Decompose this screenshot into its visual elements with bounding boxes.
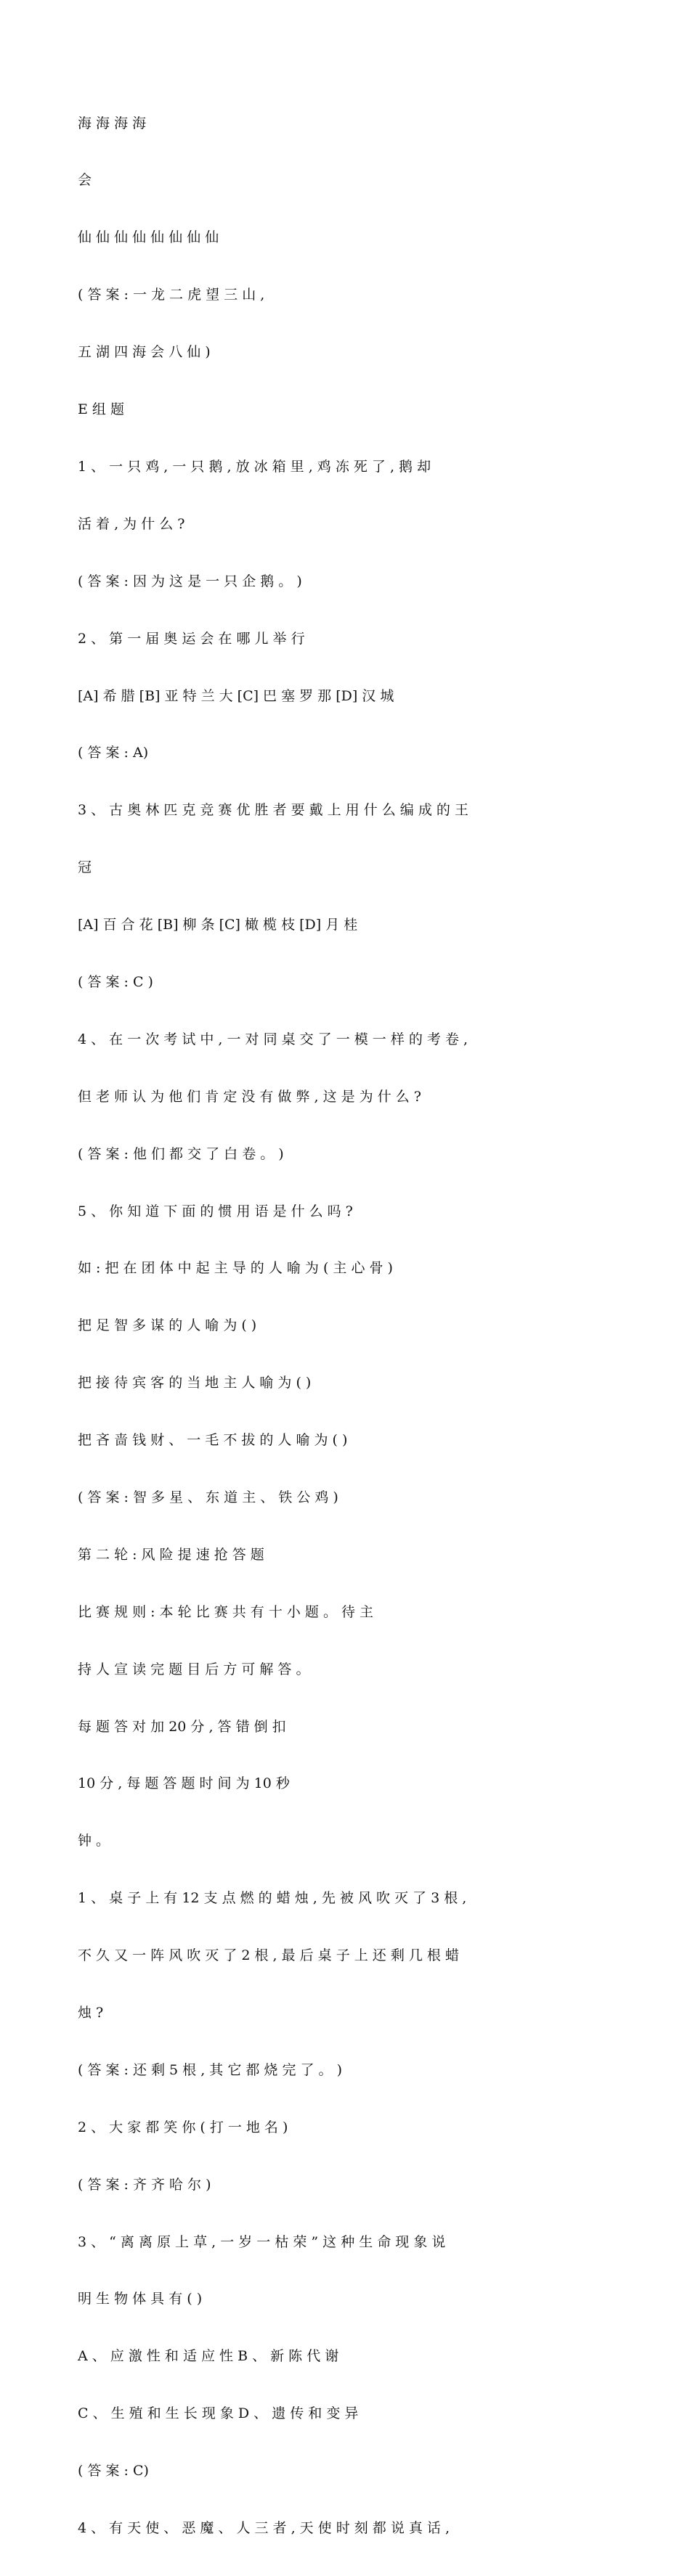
- text-line: 把 足 智 多 谋 的 人 喻 为 ( ): [78, 1317, 257, 1334]
- answer-line: ( 答 案 : 因 为 这 是 一 只 企 鹅 。 ): [78, 573, 302, 589]
- question-line: 4 、 有 天 使 、 恶 魔 、 人 三 者 , 天 使 时 刻 都 说 真 话 ,: [78, 2520, 450, 2536]
- question-line: 5 、 你 知 道 下 面 的 惯 用 语 是 什 么 吗 ?: [78, 1203, 353, 1219]
- question-line: 1 、 桌 子 上 有 12 支 点 燃 的 蜡 烛 , 先 被 风 吹 灭 了 3 根 ,: [78, 1890, 467, 1907]
- question-line: 3 、 古 奥 林 匹 克 竞 赛 优 胜 者 要 戴 上 用 什 么 编 成 的 王: [78, 802, 468, 819]
- text-line: 把 接 待 宾 客 的 当 地 主 人 喻 为 ( ): [78, 1375, 312, 1391]
- answer-line: ( 答 案 : C ): [78, 973, 153, 990]
- answer-line: ( 答 案 : 还 剩 5 根 , 其 它 都 烧 完 了 。 ): [78, 2061, 342, 2078]
- text-line: 如 : 把 在 团 体 中 起 主 导 的 人 喻 为 ( 主 心 骨 ): [78, 1260, 393, 1277]
- answer-line: ( 答 案 : 他 们 都 交 了 白 卷 。 ): [78, 1145, 284, 1162]
- text-line: 烛 ?: [78, 2004, 104, 2021]
- text-line: 但 老 师 认 为 他 们 肯 定 没 有 做 弊 , 这 是 为 什 么 ?: [78, 1088, 421, 1105]
- section-heading: 第 二 轮 : 风 险 提 速 抢 答 题: [78, 1546, 264, 1563]
- rules-line: 持 人 宣 读 完 题 目 后 方 可 解 答 。: [78, 1661, 310, 1677]
- document-body: [78, 75, 630, 2576]
- options-line: [A] 希 腊 [B] 亚 特 兰 大 [C] 巴 塞 罗 那 [D] 汉 城: [78, 687, 394, 704]
- rules-line: 每 题 答 对 加 20 分 , 答 错 倒 扣: [78, 1718, 286, 1735]
- answer-line: ( 答 案 : 智 多 星 、 东 道 主 、 铁 公 鸡 ): [78, 1489, 338, 1505]
- rules-line: 比 赛 规 则 : 本 轮 比 赛 共 有 十 小 题 。 待 主: [78, 1603, 374, 1620]
- text-line: 五 湖 四 海 会 八 仙 ): [78, 344, 211, 361]
- answer-line: ( 答 案 : 齐 齐 哈 尔 ): [78, 2176, 211, 2193]
- options-line: A 、 应 激 性 和 适 应 性 B 、 新 陈 代 谢: [78, 2348, 339, 2365]
- options-line: [A] 百 合 花 [B] 柳 条 [C] 橄 榄 枝 [D] 月 桂: [78, 917, 358, 933]
- answer-line: ( 答 案 : C): [78, 2463, 149, 2479]
- question-line: 3 、 “ 离 离 原 上 草 , 一 岁 一 枯 荣 ” 这 种 生 命 现 象 说: [78, 2233, 446, 2250]
- question-line: 2 、 第 一 届 奥 运 会 在 哪 儿 举 行: [78, 630, 305, 647]
- answer-line: ( 答 案 : A): [78, 745, 149, 761]
- text-line: 仙 仙 仙 仙 仙 仙 仙 仙: [78, 229, 219, 246]
- rules-line: 10 分 , 每 题 答 题 时 间 为 10 秒: [78, 1775, 290, 1792]
- section-heading: E 组 题: [78, 401, 124, 418]
- text-line: 冠: [78, 859, 92, 876]
- text-line: 不 久 又 一 阵 风 吹 灭 了 2 根 , 最 后 桌 子 上 还 剩 几 根 蜡: [78, 1947, 459, 1964]
- text-line: 会: [78, 172, 92, 189]
- options-line: C 、 生 殖 和 生 长 现 象 D 、 遗 传 和 变 异: [78, 2405, 359, 2422]
- text-line: 活 着 , 为 什 么 ?: [78, 515, 185, 532]
- question-line: 4 、 在 一 次 考 试 中 , 一 对 同 桌 交 了 一 模 一 样 的 考 卷 ,: [78, 1031, 468, 1047]
- question-line: 1 、 一 只 鸡 , 一 只 鹅 , 放 冰 箱 里 , 鸡 冻 死 了 , 鹅 却: [78, 458, 431, 475]
- rules-line: 钟 。: [78, 1833, 110, 1849]
- question-line: 2 、 大 家 都 笑 你 ( 打 一 地 名 ): [78, 2119, 288, 2135]
- text-line: 把 吝 啬 钱 财 、 一 毛 不 拔 的 人 喻 为 ( ): [78, 1432, 348, 1449]
- text-line: 海 海 海 海: [78, 115, 147, 131]
- text-line: ( 答 案 : 一 龙 二 虎 望 三 山 ,: [78, 287, 265, 303]
- text-line: 明 生 物 体 具 有 ( ): [78, 2291, 203, 2307]
